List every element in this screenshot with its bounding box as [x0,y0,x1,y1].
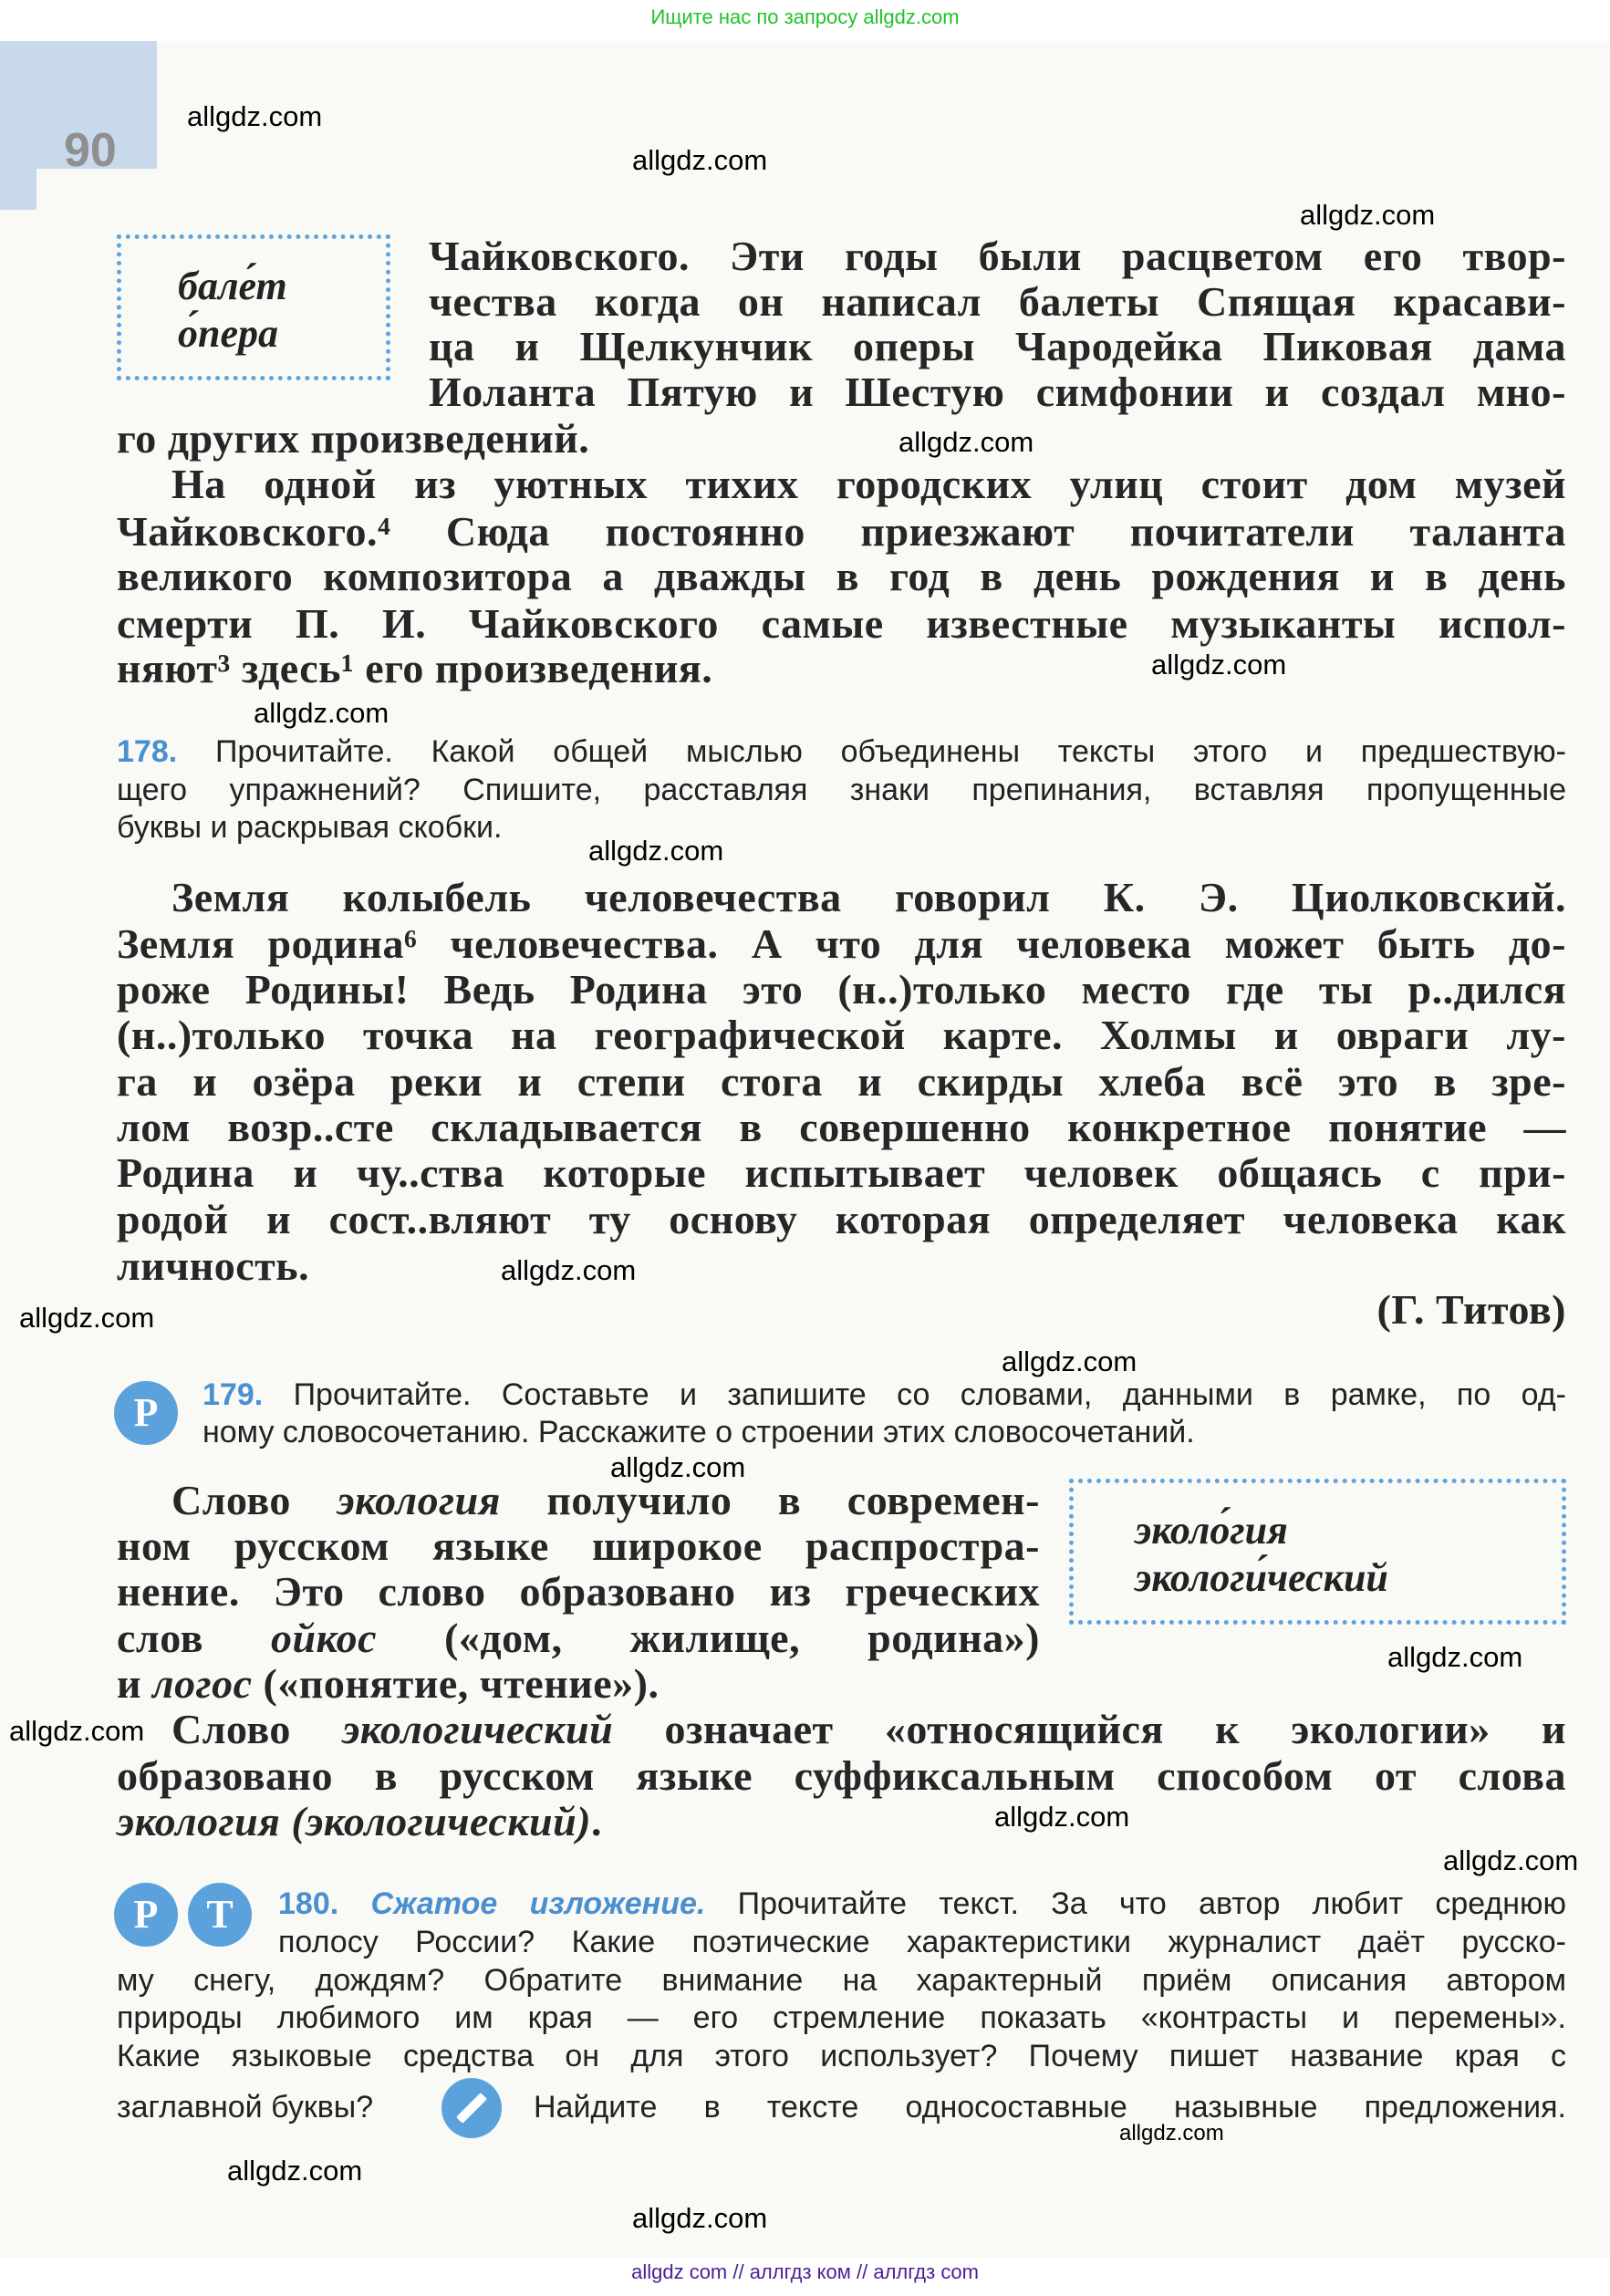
text-line: Слово экология получило в современ- [171,1477,1040,1523]
text-line: образовано в русском языке суффиксальным способом от слова [117,1752,1566,1799]
watermark: allgdz.com [994,1801,1130,1833]
text-line: великого композитора а дважды в год в день рождения и в день [117,553,1566,599]
watermark: allgdz.com [632,2202,768,2234]
text-line: лом возр..сте складывается в совершенно конкретное понятие — [117,1104,1566,1150]
term: ойкос [270,1615,378,1661]
watermark: allgdz.com [1002,1345,1137,1377]
text-line: и логос («понятие, чтение»). [117,1660,660,1707]
vocabulary-word: экологи́ческий [1135,1555,1388,1600]
watermark: allgdz.com [187,100,323,132]
text-line: (н..)только точка на географической карте. Холмы и овраги лу- [117,1012,1566,1058]
text-line: слов ойкос («дом, жилище, родина») [117,1615,1040,1661]
watermark: allgdz.com [501,1254,637,1286]
pencil-icon [441,2078,502,2138]
text-line: ном русском языке широкое распростра- [117,1522,1040,1569]
badge-t-icon: Т [188,1883,252,1947]
watermark: allgdz.com [632,144,768,176]
exercise-178-task [117,736,1566,767]
vocabulary-word: эколо́гия [1135,1508,1288,1553]
page-tab-decoration [0,169,36,210]
text-line: На одной из уютных тихих городских улиц стоит дом музей [171,461,1566,507]
task-line: Найдите в тексте односоставные назывные предложения. [534,2090,1566,2125]
exercise-number: 178. [117,734,178,769]
badge-r-icon: Р [114,1883,178,1947]
text-line: родой и сост..вляют ту основу которая определяет человека как [117,1196,1566,1242]
task-line: щего упражнений? Спишите, расставляя знаки препинания, вставляя пропущенные [117,773,1566,807]
exercise-179-task [203,1379,1566,1410]
text-line: Иоланта Пятую и Шестую симфонии и создал мно- [429,369,1566,415]
search-hint[interactable]: Ищите нас по запросу allgdz.com [650,5,960,28]
exercise-180-task [278,1888,1566,1919]
text-line: экология (экологический). [117,1798,603,1844]
task-line: ному словосочетанию. Расскажите о строении этих словосочетаний. [203,1415,1195,1449]
text-line: Чайковского.⁴ Сюда постоянно приезжают почитатели таланта [117,508,1566,555]
text-line: смерти П. И. Чайковского самые известные музыканты испол- [117,600,1566,647]
task-text: Прочитайте текст. За что автор любит среднюю [737,1886,1567,1921]
term: экология [337,1477,501,1523]
task-line: Какие языковые средства он для этого использует? Почему пишет название края с [117,2039,1566,2073]
task-line: буквы и раскрывая скобки. [117,810,503,845]
task-line: полосу России? Какие поэтические характеристики журналист даёт русско- [278,1925,1566,1959]
watermark: allgdz.com [9,1715,145,1747]
watermark: allgdz.com [1443,1844,1579,1876]
task-line: заглавной буквы? [117,2090,374,2125]
text-line: Родина и чу..ства которые испытывает человек общаясь с при- [117,1149,1566,1196]
watermark: allgdz.com [19,1302,155,1334]
watermark: allgdz.com [898,426,1034,458]
text-line: Чайковского. Эти годы были расцветом его твор- [429,233,1566,279]
text-line: Земля колыбель человечества говорил К. Э. Циолковский. [171,874,1566,920]
task-text: Прочитайте. Какой общей мыслью объединены тексты этого и предшествую- [214,734,1566,769]
footer-watermark[interactable]: allgdz com // аллгдз ком // аллгдз com [631,2260,979,2283]
term: логос [152,1660,253,1707]
watermark: allgdz.com [227,2155,363,2187]
watermark: allgdz.com [588,835,724,867]
text-line: го других произведений. [117,415,590,462]
task-line: му снегу, дождям? Обратите внимание на характерный приём описания автором [117,1963,1566,1998]
text-line: чества когда он написал балеты Спящая красави- [429,278,1566,325]
watermark: allgdz.com [1151,649,1287,680]
text-line: нение. Это слово образовано из греческих [117,1568,1040,1615]
vocabulary-word: о́пера [178,311,278,356]
watermark: allgdz.com [1119,2121,1224,2145]
text-line: личность. [117,1242,310,1289]
text-line: роже Родины! Ведь Родина это (н..)только место где ты р..дился [117,966,1566,1013]
text-author: (Г. Титов) [1376,1286,1566,1333]
vocabulary-word: бале́т [178,264,287,308]
task-line: природы любимого им края — его стремление показать «контрасты и перемены». [117,2000,1566,2035]
term: экология (экологический) [117,1798,592,1844]
page-number: 90 [64,124,117,177]
exercise-number: 179. [203,1377,264,1412]
watermark: allgdz.com [610,1451,746,1483]
text-line: га и озёра реки и степи стога и скирды хлеба всё это в зре- [117,1058,1566,1105]
text-line: ца и Щелкунчик оперы Чародейка Пиковая дама [429,323,1566,369]
exercise-title: Сжатое изложение. [370,1886,706,1921]
task-text: Прочитайте. Составьте и запишите со словами, данными в рамке, по од- [293,1377,1566,1412]
watermark: allgdz.com [254,697,390,729]
term: экологический [342,1706,614,1752]
watermark: allgdz.com [1387,1641,1523,1673]
exercise-number: 180. [278,1886,339,1921]
text-line: Слово экологический означает «относящийся к экологии» и [171,1706,1566,1752]
text-line: няют³ здесь¹ его произведения. [117,645,713,691]
text-line: Земля родина⁶ человечества. А что для человека может быть до- [117,920,1566,967]
badge-r-icon: Р [114,1381,178,1445]
watermark: allgdz.com [1300,199,1436,231]
